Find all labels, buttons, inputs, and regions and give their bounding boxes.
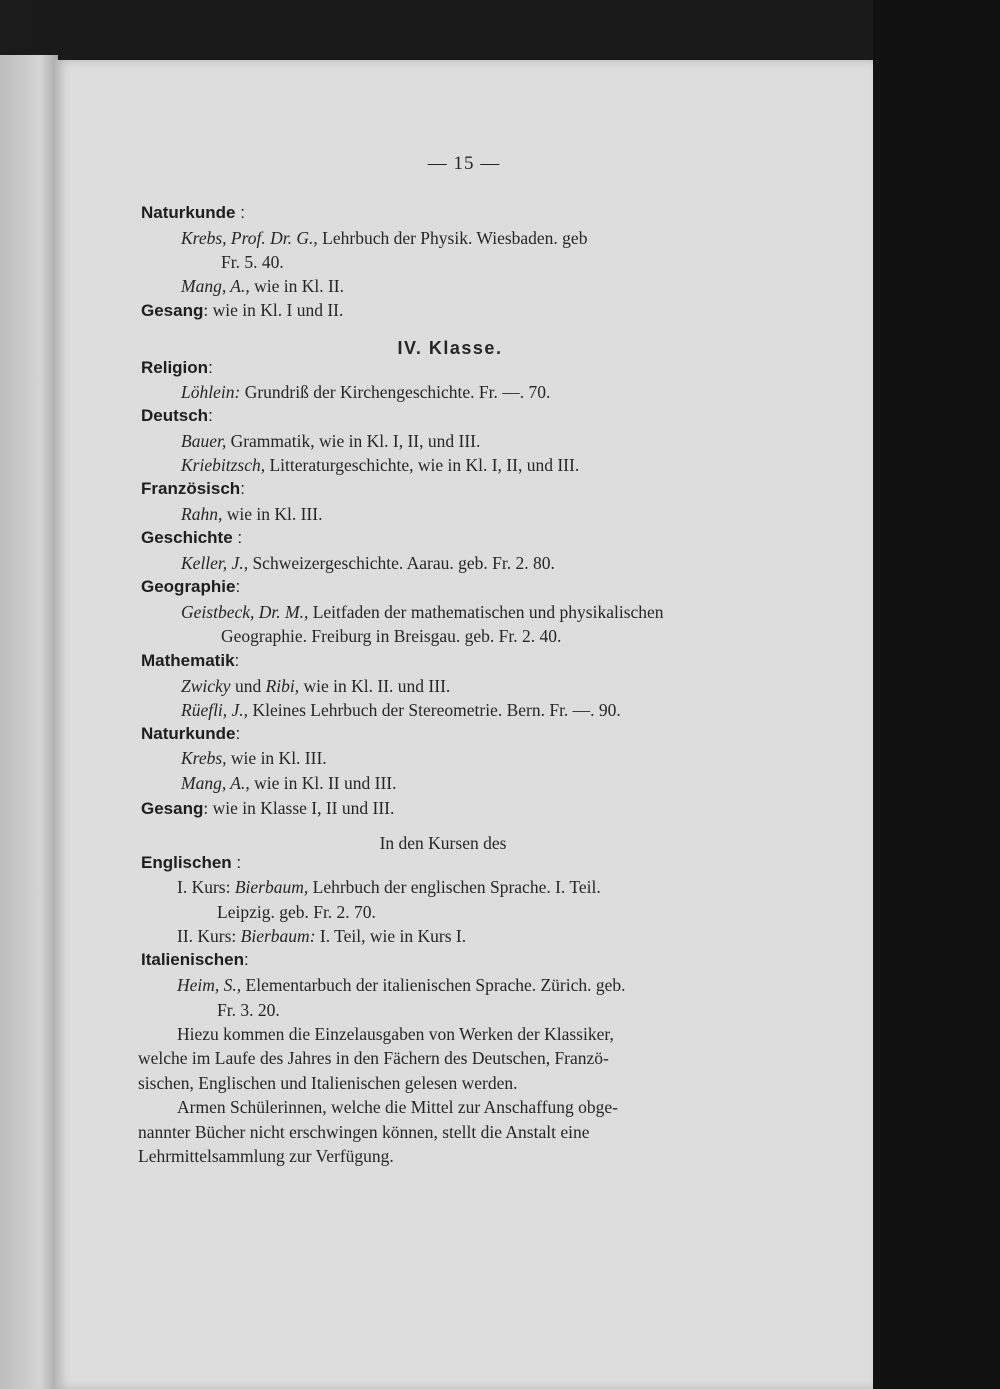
- heading-deutsch: Deutsch:: [141, 406, 213, 425]
- para2-line3: Lehrmittelsammlung zur Verfügung.: [138, 1146, 394, 1166]
- scan-background-top: [32, 0, 1000, 60]
- heading-italienischen: Italienischen:: [141, 950, 249, 969]
- entry-heim: Heim, S., Elementarbuch der italienischen Sprache. Zürich. geb.: [177, 975, 626, 995]
- entry-kurs1: I. Kurs: Bierbaum, Lehrbuch der englischen Sprache. I. Teil.: [177, 877, 601, 897]
- entry-rahn: Rahn, wie in Kl. III.: [181, 504, 323, 524]
- para2-line1: Armen Schülerinnen, welche die Mittel zur Anschaffung obge-: [177, 1097, 618, 1117]
- heading-naturkunde-iv: Naturkunde:: [141, 724, 241, 743]
- previous-page-edge: [0, 55, 58, 1389]
- scan-background-right: [873, 0, 1000, 1389]
- entry-krebs: Krebs, Prof. Dr. G., Lehrbuch der Physik. Wiesbaden. geb: [181, 228, 588, 248]
- entry-rueefli: Rüefli, J., Kleines Lehrbuch der Stereometrie. Bern. Fr. —. 90.: [181, 700, 621, 720]
- entry-gesang: Gesang: wie in Kl. I und II.: [141, 300, 344, 320]
- entry-keller: Keller, J., Schweizergeschichte. Aarau. geb. Fr. 2. 80.: [181, 553, 555, 573]
- heading-geschichte: Geschichte :: [141, 528, 243, 547]
- courses-title: In den Kursen des: [379, 833, 507, 853]
- heading-religion: Religion:: [141, 358, 213, 377]
- entry-krebs-iv: Krebs, wie in Kl. III.: [181, 748, 327, 768]
- entry-kriebitzsch: Kriebitzsch, Litteraturgeschichte, wie in Kl. I, II, und III.: [181, 455, 580, 475]
- entry-mang-iv: Mang, A., wie in Kl. II und III.: [181, 773, 397, 793]
- entry-zwicky-ribi: Zwicky und Ribi, wie in Kl. II. und III.: [181, 676, 451, 696]
- entry-bauer: Bauer, Grammatik, wie in Kl. I, II, und III.: [181, 431, 481, 451]
- para1-line3: sischen, Englischen und Italienischen gelesen werden.: [138, 1073, 518, 1093]
- heading-geographie: Geographie:: [141, 577, 241, 596]
- para1-line1: Hiezu kommen die Einzelausgaben von Werken der Klassiker,: [177, 1024, 614, 1044]
- class-title: IV. Klasse.: [397, 338, 503, 358]
- heading-englischen: Englischen :: [141, 853, 242, 872]
- para1-line2: welche im Laufe des Jahres in den Fächern des Deutschen, Franzö-: [138, 1048, 609, 1068]
- entry-loehlein: Löhlein: Grundriß der Kirchengeschichte. Fr. —. 70.: [181, 382, 551, 402]
- entry-kurs2: II. Kurs: Bierbaum: I. Teil, wie in Kurs I.: [177, 926, 467, 946]
- entry-gesang-iv: Gesang: wie in Klasse I, II und III.: [141, 798, 395, 818]
- para2-line2: nannter Bücher nicht erschwingen können, stellt die Anstalt eine: [138, 1122, 590, 1142]
- entry-kurs1-cont: Leipzig. geb. Fr. 2. 70.: [217, 902, 376, 922]
- entry-krebs-price: Fr. 5. 40.: [221, 252, 284, 272]
- book-page: [55, 60, 873, 1389]
- entry-heim-price: Fr. 3. 20.: [217, 1000, 280, 1020]
- page-number: — 15 —: [427, 153, 501, 174]
- heading-naturkunde: Naturkunde :: [141, 203, 245, 222]
- heading-franzoesisch: Französisch:: [141, 479, 245, 498]
- heading-mathematik: Mathematik:: [141, 651, 240, 670]
- entry-geistbeck: Geistbeck, Dr. M., Leitfaden der mathematischen und physikalischen: [181, 602, 664, 622]
- entry-mang: Mang, A., wie in Kl. II.: [181, 276, 344, 296]
- entry-geistbeck-cont: Geographie. Freiburg in Breisgau. geb. Fr. 2. 40.: [221, 626, 562, 646]
